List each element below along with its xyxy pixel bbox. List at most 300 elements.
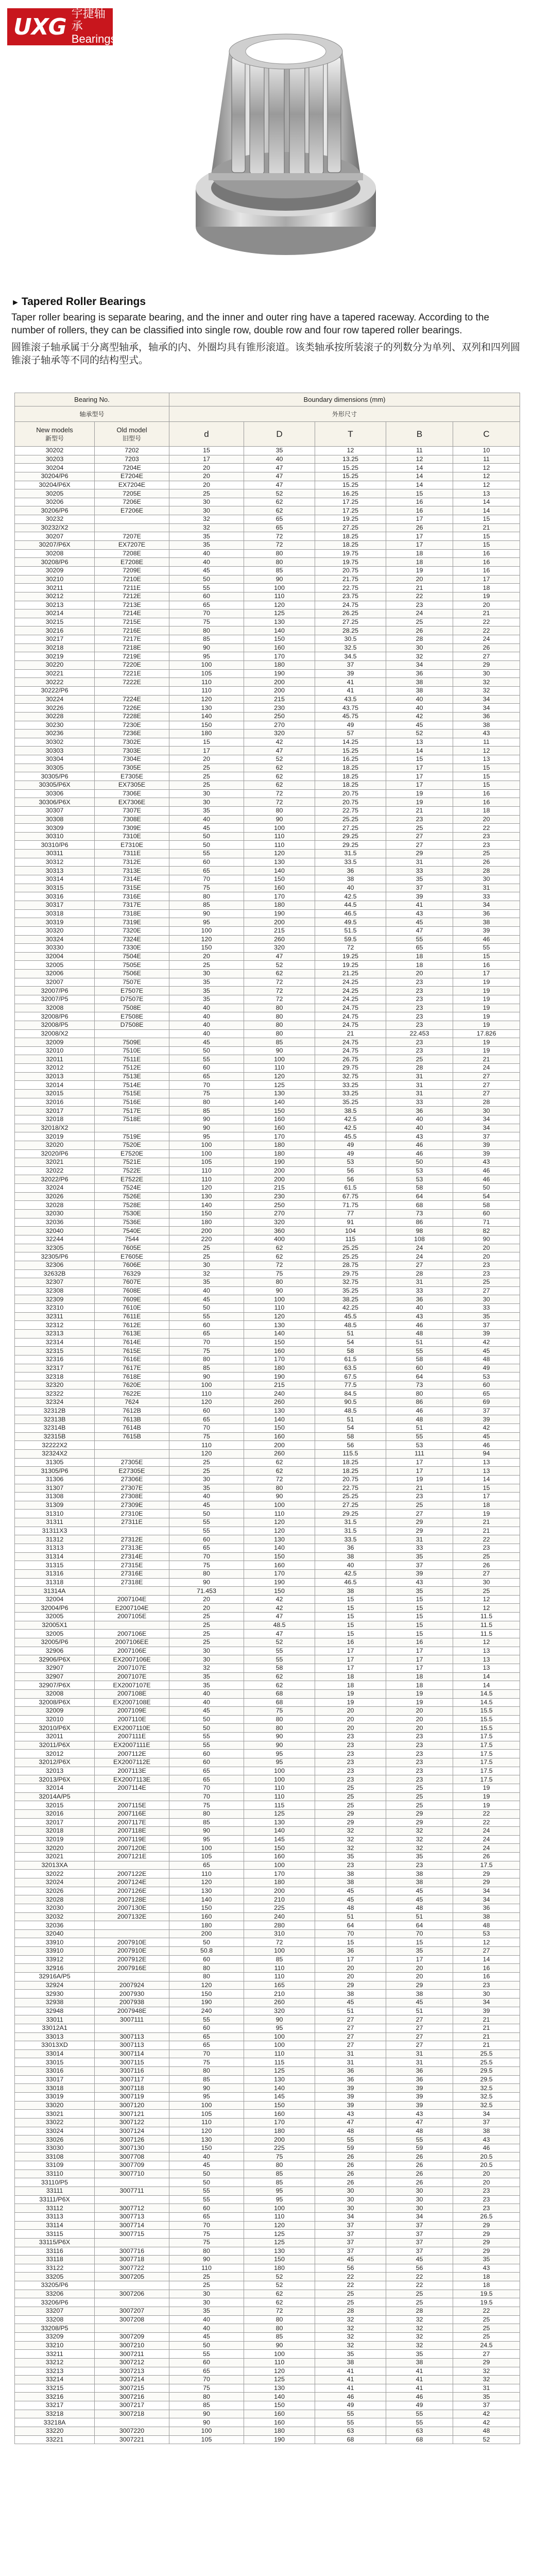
table-row — [15, 1544, 520, 1553]
cell-outer-D: 160 — [244, 2110, 315, 2119]
cell-width-C: 82 — [453, 1227, 520, 1235]
cell-bore-d: 70 — [169, 1338, 244, 1347]
cell-width-B: 41 — [386, 2384, 453, 2393]
cell-new-model: 33206 — [15, 2290, 95, 2298]
cell-bore-d: 100 — [169, 1844, 244, 1853]
cell-width-C: 53 — [453, 1372, 520, 1381]
cell-width-B: 25 — [386, 2290, 453, 2298]
cell-outer-D: 110 — [244, 841, 315, 850]
cell-new-model: 30320 — [15, 926, 95, 935]
cell-width-B: 31 — [386, 1278, 453, 1287]
cell-bore-d: 45 — [169, 1295, 244, 1304]
cell-bore-d: 110 — [169, 2118, 244, 2127]
cell-width-T: 36 — [315, 867, 386, 875]
cell-outer-D: 190 — [244, 669, 315, 678]
cell-width-C: 20 — [453, 1244, 520, 1252]
cell-old-model: 3007716 — [95, 2247, 169, 2256]
cell-width-C: 23 — [453, 2187, 520, 2196]
cell-width-T: 29.75 — [315, 1064, 386, 1073]
cell-width-T: 59.5 — [315, 935, 386, 944]
cell-new-model: 33912 — [15, 1955, 95, 1964]
cell-width-T: 15 — [315, 1595, 386, 1604]
cell-bore-d: 120 — [169, 695, 244, 704]
table-row — [15, 464, 520, 472]
cell-new-model: 32021 — [15, 1158, 95, 1167]
cell-bore-d: 70 — [169, 1784, 244, 1792]
cell-width-T: 30.5 — [315, 635, 386, 644]
table-row — [15, 626, 520, 635]
table-row — [15, 2204, 520, 2213]
cell-width-T: 22.75 — [315, 584, 386, 592]
cell-old-model: 76329 — [95, 1269, 169, 1278]
cell-width-B: 30 — [386, 643, 453, 652]
cell-new-model: 30213 — [15, 601, 95, 609]
cell-outer-D: 150 — [244, 2401, 315, 2410]
cell-width-B: 24 — [386, 609, 453, 618]
cell-width-B: 60 — [386, 1364, 453, 1372]
cell-outer-D: 140 — [244, 1827, 315, 1836]
cell-old-model: 2007106E — [95, 1630, 169, 1638]
cell-width-C: 19 — [453, 1510, 520, 1518]
table-row — [15, 1012, 520, 1021]
cell-width-C: 30 — [453, 1578, 520, 1587]
cell-outer-D: 160 — [244, 1853, 315, 1861]
cell-new-model: 30308 — [15, 815, 95, 824]
cell-width-T: 24.25 — [315, 978, 386, 987]
table-row — [15, 730, 520, 738]
cell-outer-D: 110 — [244, 1510, 315, 1518]
cell-width-T: 32 — [315, 2332, 386, 2341]
cell-width-C: 37 — [453, 2401, 520, 2410]
cell-width-C: 18 — [453, 1501, 520, 1510]
cell-new-model: 33012A1 — [15, 2024, 95, 2032]
cell-old-model: 3007220 — [95, 2427, 169, 2435]
cell-width-C: 31 — [453, 2384, 520, 2393]
cell-width-C: 16 — [453, 566, 520, 575]
cell-old-model: 2007115E — [95, 1801, 169, 1810]
cell-width-T: 17 — [315, 1664, 386, 1672]
cell-width-T: 51 — [315, 1912, 386, 1921]
cell-new-model: 31309 — [15, 1501, 95, 1510]
cell-width-B: 32 — [386, 1844, 453, 1853]
cell-outer-D: 100 — [244, 2032, 315, 2041]
table-row — [15, 2067, 520, 2076]
table-row — [15, 447, 520, 455]
cell-width-B: 48 — [386, 1415, 453, 1424]
cell-width-B: 17 — [386, 515, 453, 524]
cell-width-C: 11.5 — [453, 1621, 520, 1630]
cell-bore-d: 65 — [169, 2212, 244, 2221]
table-row — [15, 1853, 520, 1861]
cell-width-T: 38 — [315, 1552, 386, 1561]
cell-bore-d: 90 — [169, 1372, 244, 1381]
cell-new-model: 32906 — [15, 1647, 95, 1655]
cell-old-model: 2007128E — [95, 1895, 169, 1904]
cell-new-model: 30207 — [15, 532, 95, 541]
cell-width-T: 19.25 — [315, 952, 386, 961]
cell-width-C: 24 — [453, 635, 520, 644]
cell-outer-D: 120 — [244, 601, 315, 609]
cell-width-B: 15 — [386, 1621, 453, 1630]
cell-new-model: 30208 — [15, 549, 95, 558]
cell-width-C: 15 — [453, 515, 520, 524]
cell-width-C: 34 — [453, 1124, 520, 1132]
cell-width-C: 18 — [453, 806, 520, 815]
cell-width-B: 38 — [386, 678, 453, 687]
cell-width-B: 31 — [386, 1535, 453, 1544]
cell-old-model: 7544 — [95, 1235, 169, 1244]
cell-width-C: 11 — [453, 455, 520, 464]
cell-width-C: 25.5 — [453, 2058, 520, 2067]
cell-width-C: 27 — [453, 652, 520, 661]
table-row — [15, 523, 520, 532]
cell-width-B: 30 — [386, 2195, 453, 2204]
cell-width-T: 27.25 — [315, 523, 386, 532]
cell-outer-D: 200 — [244, 678, 315, 687]
cell-width-C: 28 — [453, 1098, 520, 1107]
cell-old-model: 7316E — [95, 892, 169, 901]
cell-width-B: 31 — [386, 858, 453, 867]
cell-width-B: 35 — [386, 875, 453, 884]
cell-width-B: 33 — [386, 1098, 453, 1107]
cell-bore-d: 95 — [169, 2093, 244, 2102]
cell-old-model: 27316E — [95, 1569, 169, 1578]
cell-width-B: 51 — [386, 1338, 453, 1347]
table-row — [15, 944, 520, 953]
cell-new-model: 32018 — [15, 1115, 95, 1124]
cell-old-model: 3007116 — [95, 2067, 169, 2076]
description-chinese: 圆锥滚子轴承属于分离型轴承，轴承的内、外圈均具有锥形滚道。该类轴承按所装滚子的列数分为单列、双列和四列圆锥滚子轴承等不同的结构型式。 — [11, 342, 521, 366]
cell-width-B: 23 — [386, 1758, 453, 1767]
cell-width-T: 20 — [315, 1707, 386, 1716]
cell-bore-d: 55 — [169, 2195, 244, 2204]
table-row — [15, 1741, 520, 1750]
cell-old-model — [95, 1973, 169, 1981]
table-row — [15, 1149, 520, 1158]
table-row — [15, 2195, 520, 2204]
cell-width-C: 13 — [453, 1664, 520, 1672]
table-row — [15, 695, 520, 704]
cell-width-T: 32.5 — [315, 643, 386, 652]
table-row — [15, 2075, 520, 2084]
table-row — [15, 901, 520, 909]
cell-width-C: 29 — [453, 2221, 520, 2230]
table-row — [15, 1312, 520, 1321]
cell-new-model: 32322 — [15, 1389, 95, 1398]
cell-bore-d: 35 — [169, 541, 244, 550]
cell-old-model: 3007126 — [95, 2136, 169, 2144]
cell-width-T: 28.25 — [315, 626, 386, 635]
cell-outer-D: 110 — [244, 1064, 315, 1073]
cell-new-model: 31312 — [15, 1535, 95, 1544]
cell-width-C: 20 — [453, 2170, 520, 2178]
cell-width-C: 12 — [453, 464, 520, 472]
cell-outer-D: 120 — [244, 1518, 315, 1527]
cell-new-model: 32028 — [15, 1201, 95, 1210]
cell-old-model: 3007217 — [95, 2401, 169, 2410]
cell-outer-D: 110 — [244, 592, 315, 601]
cell-new-model: 32026 — [15, 1887, 95, 1895]
table-row — [15, 1664, 520, 1672]
cell-width-T: 20 — [315, 1973, 386, 1981]
cell-width-C: 15 — [453, 1484, 520, 1493]
cell-width-C: 48 — [453, 1355, 520, 1364]
bearing-spec-table — [14, 393, 520, 2444]
cell-new-model: 32019 — [15, 1132, 95, 1141]
cell-new-model: 32026 — [15, 1192, 95, 1201]
cell-width-B: 35 — [386, 1853, 453, 1861]
cell-width-C: 29.5 — [453, 2067, 520, 2076]
table-row — [15, 1021, 520, 1029]
cell-width-C: 46 — [453, 2144, 520, 2153]
cell-bore-d: 60 — [169, 1535, 244, 1544]
cell-old-model — [95, 1621, 169, 1630]
cell-width-B: 45 — [386, 1998, 453, 2007]
cell-width-T: 20.75 — [315, 789, 386, 798]
cell-new-model: 30230 — [15, 721, 95, 730]
cell-outer-D: 115 — [244, 1801, 315, 1810]
cell-width-B: 17 — [386, 541, 453, 550]
cell-old-model: 2007108E — [95, 1689, 169, 1698]
cell-new-model: 32004 — [15, 952, 95, 961]
cell-width-T: 24.25 — [315, 987, 386, 995]
cell-new-model: 32005 — [15, 1630, 95, 1638]
cell-new-model: 30314 — [15, 875, 95, 884]
table-row — [15, 789, 520, 798]
table-row — [15, 1698, 520, 1707]
cell-outer-D: 160 — [244, 2410, 315, 2418]
table-row — [15, 541, 520, 550]
cell-outer-D: 80 — [244, 549, 315, 558]
cell-width-B: 41 — [386, 2367, 453, 2376]
cell-new-model: 32311 — [15, 1312, 95, 1321]
cell-width-C: 39 — [453, 1329, 520, 1338]
cell-width-T: 16 — [315, 1638, 386, 1647]
cell-width-B: 23 — [386, 1004, 453, 1012]
cell-old-model: 7303E — [95, 747, 169, 755]
cell-width-B: 18 — [386, 1672, 453, 1681]
cell-width-T: 31.5 — [315, 1518, 386, 1527]
table-row — [15, 558, 520, 567]
cell-outer-D: 72 — [244, 978, 315, 987]
table-row — [15, 970, 520, 978]
cell-old-model: 7313E — [95, 867, 169, 875]
table-row — [15, 1141, 520, 1149]
cell-bore-d: 110 — [169, 1166, 244, 1175]
cell-width-T: 45.75 — [315, 712, 386, 721]
cell-outer-D: 320 — [244, 2007, 315, 2015]
cell-width-B: 34 — [386, 2212, 453, 2221]
cell-width-B: 31 — [386, 1090, 453, 1098]
cell-old-model: 2007117E — [95, 1818, 169, 1827]
cell-outer-D: 180 — [244, 1878, 315, 1887]
cell-old-model: 3007718 — [95, 2256, 169, 2264]
table-row — [15, 1347, 520, 1355]
cell-width-T: 90.5 — [315, 1398, 386, 1407]
cell-width-B: 53 — [386, 1166, 453, 1175]
cell-outer-D: 110 — [244, 1784, 315, 1792]
cell-old-model: 3007122 — [95, 2118, 169, 2127]
cell-outer-D: 125 — [244, 1081, 315, 1090]
cell-width-C: 30 — [453, 875, 520, 884]
cell-bore-d: 70 — [169, 2221, 244, 2230]
cell-width-C: 11.5 — [453, 1630, 520, 1638]
table-row — [15, 1424, 520, 1433]
cell-old-model: 7215E — [95, 618, 169, 626]
table-row — [15, 1055, 520, 1064]
cell-bore-d: 25 — [169, 764, 244, 772]
cell-width-T: 36 — [315, 1947, 386, 1956]
table-row — [15, 2118, 520, 2127]
cell-width-B: 19 — [386, 1475, 453, 1484]
cell-width-T: 40 — [315, 1561, 386, 1570]
cell-new-model: 32008/P6X — [15, 1698, 95, 1707]
cell-outer-D: 160 — [244, 1561, 315, 1570]
cell-outer-D: 170 — [244, 892, 315, 901]
cell-bore-d: 50 — [169, 1046, 244, 1055]
cell-width-C: 25 — [453, 1587, 520, 1596]
cell-outer-D: 100 — [244, 1947, 315, 1956]
cell-new-model: 32916 — [15, 1964, 95, 1973]
cell-width-C: 25 — [453, 2315, 520, 2324]
cell-outer-D: 150 — [244, 635, 315, 644]
cell-bore-d: 120 — [169, 1398, 244, 1407]
cell-bore-d: 20 — [169, 1595, 244, 1604]
cell-width-C: 49 — [453, 1364, 520, 1372]
cell-new-model: 33026 — [15, 2136, 95, 2144]
cell-old-model: 7222E — [95, 678, 169, 687]
cell-width-C: 32.5 — [453, 2093, 520, 2102]
table-row — [15, 1252, 520, 1261]
cell-outer-D: 35 — [244, 447, 315, 455]
cell-new-model: 33910 — [15, 1938, 95, 1947]
table-row — [15, 1398, 520, 1407]
cell-width-T: 22 — [315, 2281, 386, 2290]
table-row — [15, 1381, 520, 1389]
cell-width-T: 45 — [315, 1887, 386, 1895]
cell-width-C: 50 — [453, 1184, 520, 1193]
cell-outer-D: 80 — [244, 2324, 315, 2333]
cell-width-T: 29.25 — [315, 832, 386, 841]
cell-width-C: 34 — [453, 695, 520, 704]
table-row — [15, 781, 520, 789]
cell-new-model: 33208/P5 — [15, 2324, 95, 2333]
cell-width-C: 21 — [453, 2032, 520, 2041]
table-row — [15, 952, 520, 961]
cell-old-model: 3007714 — [95, 2221, 169, 2230]
cell-bore-d: 35 — [169, 995, 244, 1004]
cell-old-model: EX7306E — [95, 798, 169, 807]
cell-old-model: E7520E — [95, 1149, 169, 1158]
cell-outer-D: 80 — [244, 2315, 315, 2324]
cell-width-C: 25 — [453, 1552, 520, 1561]
cell-outer-D: 52 — [244, 755, 315, 764]
cell-old-model: 27308E — [95, 1493, 169, 1501]
cell-new-model: 32040 — [15, 1227, 95, 1235]
cell-outer-D: 85 — [244, 1038, 315, 1047]
table-row — [15, 995, 520, 1004]
cell-old-model: 2007109E — [95, 1707, 169, 1716]
cell-old-model: 7526E — [95, 1192, 169, 1201]
table-row — [15, 1227, 520, 1235]
cell-outer-D: 42 — [244, 1604, 315, 1613]
cell-new-model: 33111 — [15, 2187, 95, 2196]
cell-new-model: 32316 — [15, 1355, 95, 1364]
cell-bore-d: 150 — [169, 2144, 244, 2153]
cell-old-model — [95, 1449, 169, 1458]
cell-width-B: 21 — [386, 1484, 453, 1493]
cell-bore-d: 95 — [169, 918, 244, 927]
cell-width-C: 13 — [453, 1467, 520, 1476]
cell-width-B: 27 — [386, 2015, 453, 2024]
table-row — [15, 824, 520, 833]
cell-old-model: 2007110E — [95, 1715, 169, 1724]
cell-width-B: 36 — [386, 2075, 453, 2084]
cell-bore-d: 50 — [169, 2178, 244, 2187]
cell-width-T: 45.5 — [315, 1312, 386, 1321]
cell-width-T: 19.75 — [315, 549, 386, 558]
cell-new-model: 33114 — [15, 2221, 95, 2230]
table-row — [15, 1552, 520, 1561]
cell-old-model: 7228E — [95, 712, 169, 721]
cell-outer-D: 130 — [244, 1406, 315, 1415]
cell-bore-d: 180 — [169, 1921, 244, 1930]
cell-bore-d: 25 — [169, 489, 244, 498]
cell-bore-d: 30 — [169, 970, 244, 978]
cell-width-B: 47 — [386, 926, 453, 935]
cell-bore-d: 70 — [169, 2376, 244, 2384]
table-row — [15, 566, 520, 575]
cell-width-C: 90 — [453, 1235, 520, 1244]
cell-width-C: 26 — [453, 643, 520, 652]
cell-width-T: 15 — [315, 1621, 386, 1630]
cell-outer-D: 150 — [244, 1338, 315, 1347]
cell-new-model: 32318 — [15, 1372, 95, 1381]
table-row — [15, 1844, 520, 1853]
cell-outer-D: 140 — [244, 2393, 315, 2401]
cell-bore-d: 75 — [169, 1090, 244, 1098]
cell-bore-d: 25 — [169, 1621, 244, 1630]
cell-width-C: 42 — [453, 1424, 520, 1433]
table-row — [15, 472, 520, 481]
table-row — [15, 2290, 520, 2298]
cell-new-model: 32015 — [15, 1090, 95, 1098]
cell-bore-d: 40 — [169, 1012, 244, 1021]
cell-new-model: 30316 — [15, 892, 95, 901]
cell-width-T: 28.75 — [315, 1261, 386, 1269]
cell-outer-D: 100 — [244, 2204, 315, 2213]
cell-bore-d: 150 — [169, 721, 244, 730]
cell-new-model: 33021 — [15, 2110, 95, 2119]
cell-width-B: 37 — [386, 2221, 453, 2230]
cell-width-T: 32 — [315, 2315, 386, 2324]
cell-width-T: 29.25 — [315, 1510, 386, 1518]
cell-width-T: 72 — [315, 944, 386, 953]
cell-width-C: 38 — [453, 1912, 520, 1921]
cell-width-B: 16 — [386, 506, 453, 515]
cell-width-T: 42.5 — [315, 1124, 386, 1132]
cell-outer-D: 170 — [244, 1132, 315, 1141]
cell-old-model: EX2007110E — [95, 1724, 169, 1733]
cell-width-C: 34 — [453, 1115, 520, 1124]
cell-old-model: 7608E — [95, 1286, 169, 1295]
cell-width-C: 26 — [453, 1853, 520, 1861]
cell-bore-d: 80 — [169, 1809, 244, 1818]
cell-old-model: 7224E — [95, 695, 169, 704]
cell-old-model: 7318E — [95, 909, 169, 918]
cell-width-C: 16 — [453, 549, 520, 558]
cell-new-model: 30305/P6X — [15, 781, 95, 789]
